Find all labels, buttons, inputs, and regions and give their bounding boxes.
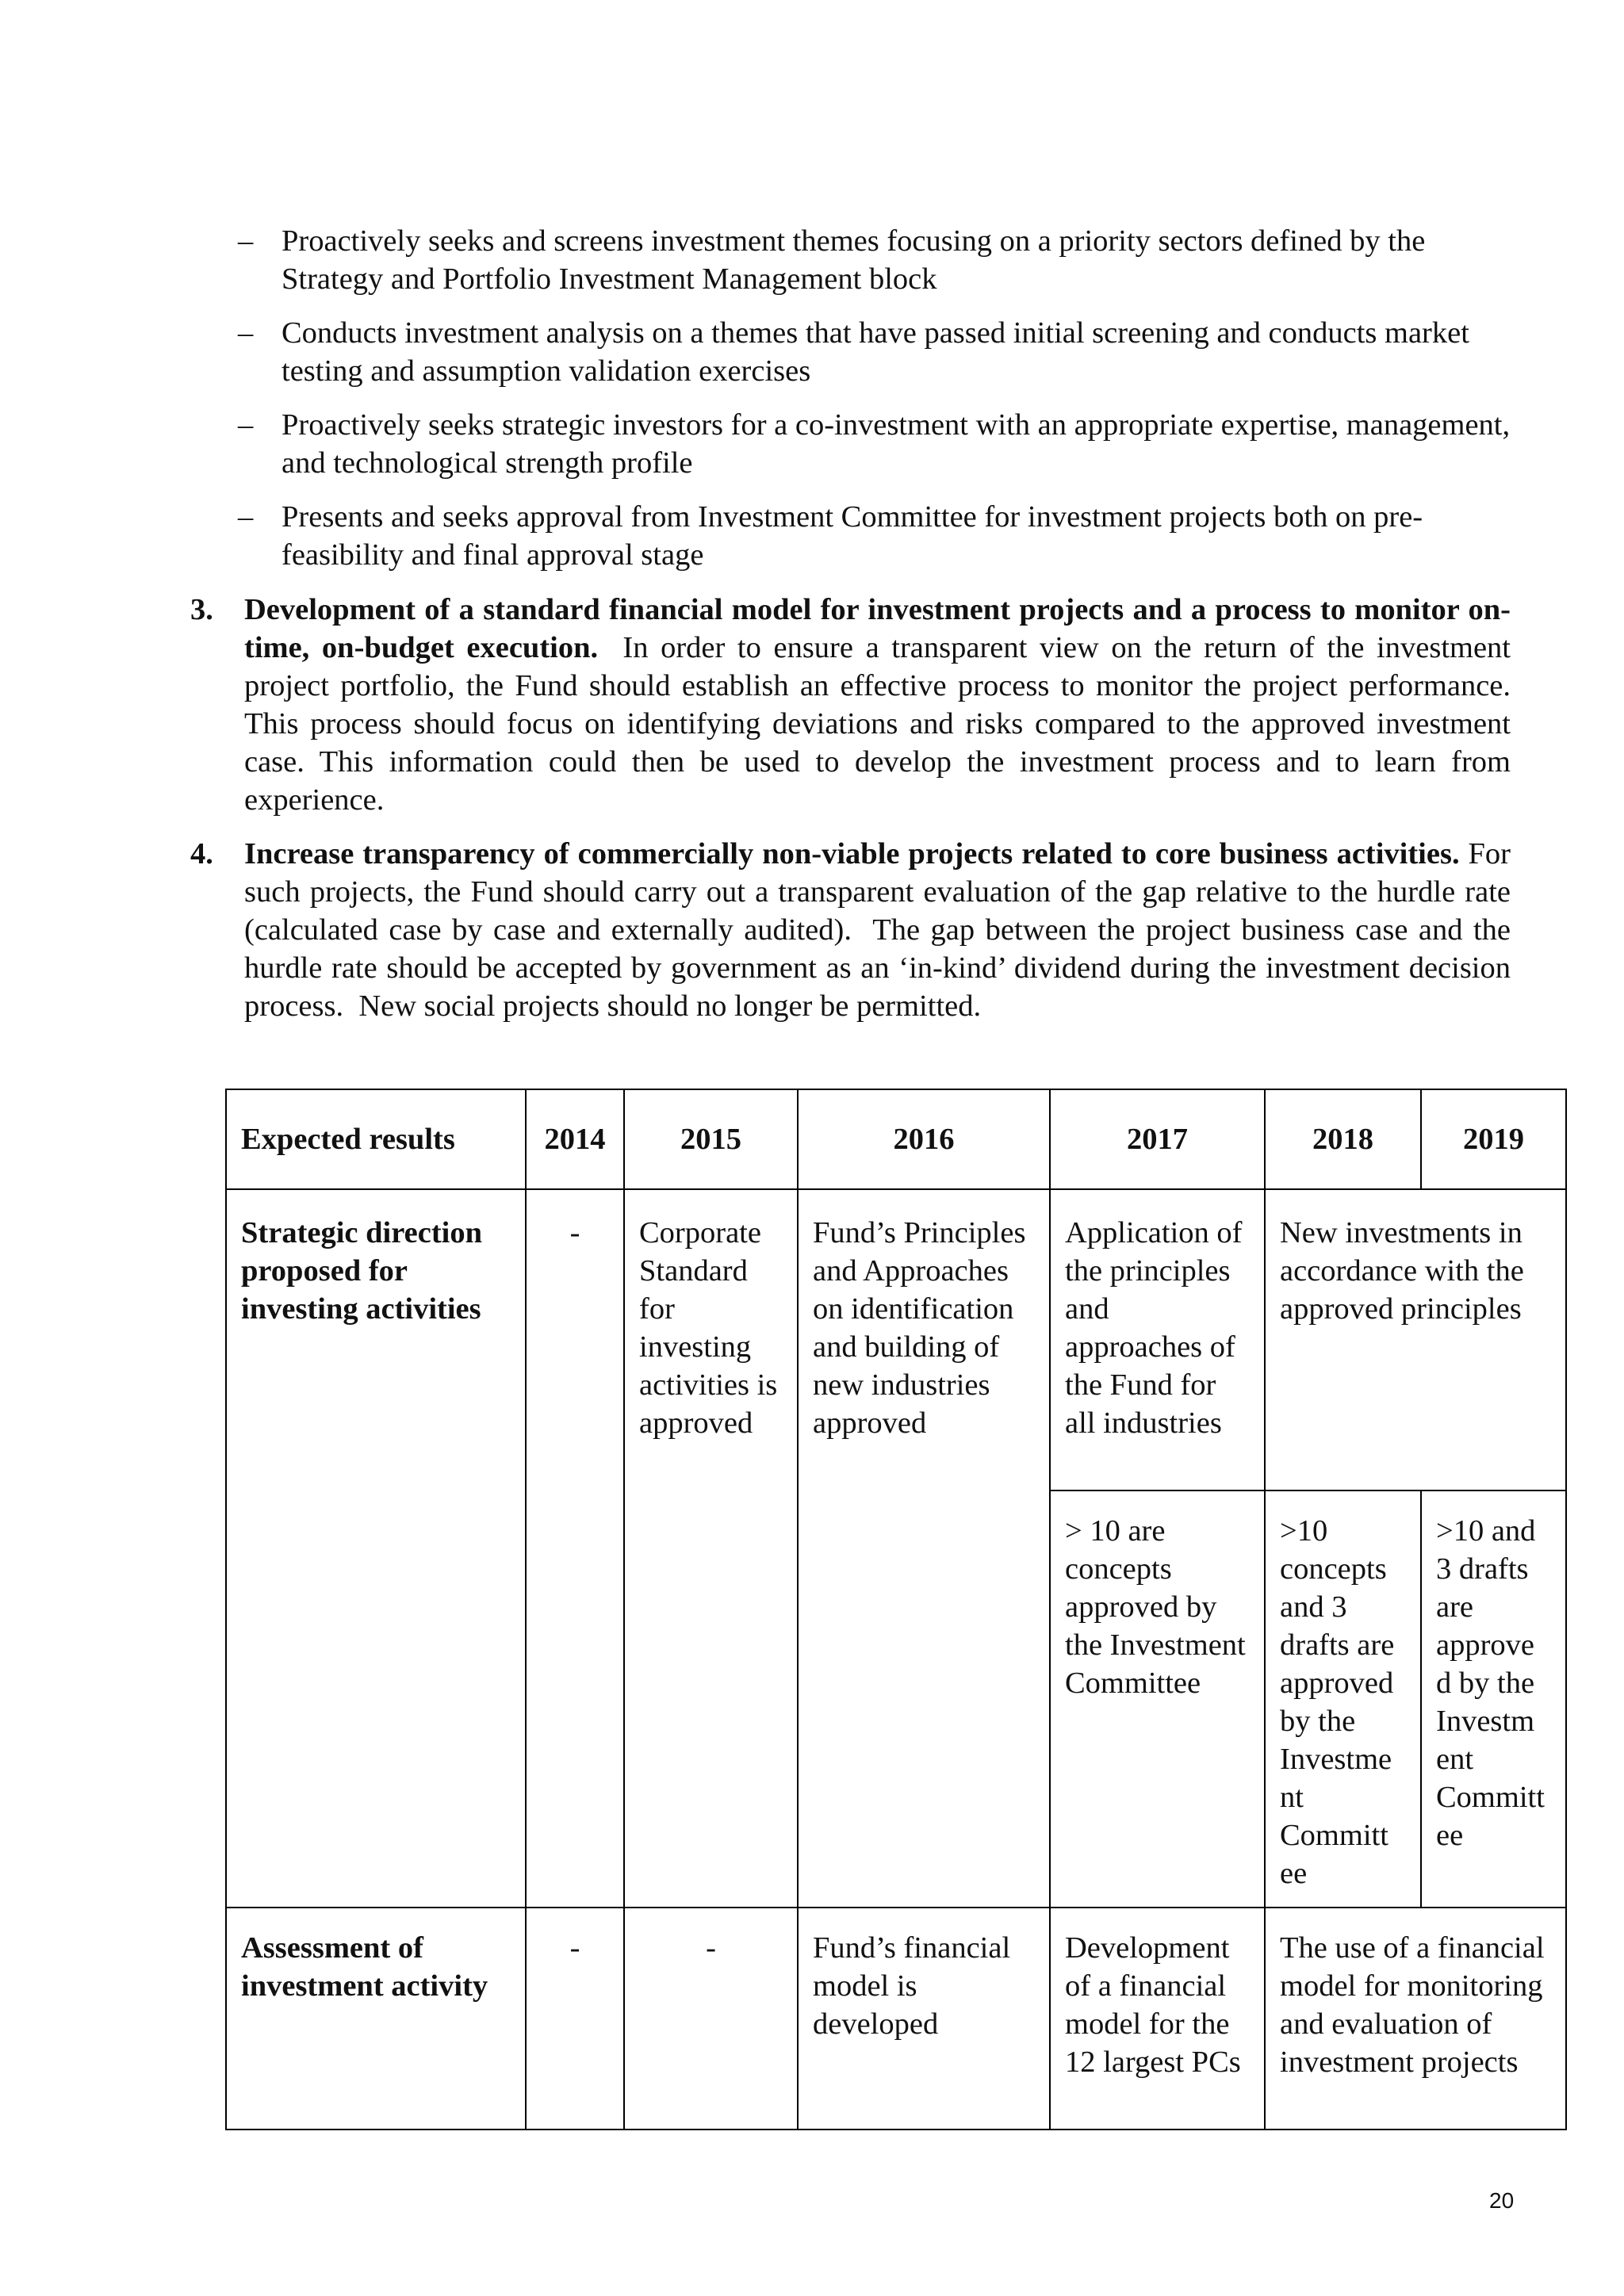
header-2017: 2017 [1050, 1089, 1265, 1189]
numbered-item-3: 3. Development of a standard financial model for investment projects and a process to monitor on-time, on-budget execution. In order to ensure a transparent view on the return of the investment project portfolio, the Fund should establish an effective process to monitor the project performance. This process should focus on identifying deviations and risks compared to the approved investment case. This information could then be used to develop the investment process and to learn from experience. [190, 593, 1526, 817]
cell-2017: Application of the principles and approaches of the Fund for all industries [1050, 1189, 1265, 1490]
cell-2015: Corporate Standard for investing activities is approved [624, 1189, 798, 1908]
bullet-item: – Proactively seeks and screens investment themes focusing on a priority sectors defined by the Strategy and Portfolio Investment Management block [238, 222, 1522, 298]
row-label-strategic-direction: Strategic direction proposed for investing activities [226, 1189, 526, 1908]
dash-marker: – [238, 408, 254, 442]
cell-2014: - [526, 1908, 624, 2130]
page-number: 20 [1489, 2188, 1515, 2213]
bullet-list [238, 222, 1522, 590]
cell-2017: Development of a financial model for the 12 largest PCs [1050, 1908, 1265, 2130]
dash-marker: – [238, 316, 254, 350]
table-header-row [226, 1089, 1566, 1189]
cell-2016: Fund’s Principles and Approaches on identification and building of new industries approved [798, 1189, 1050, 1908]
header-2016: 2016 [798, 1089, 1050, 1189]
bullet-item: – Proactively seeks strategic investors for a co-investment with an appropriate expertise, management, and technological strength profile [238, 406, 1522, 482]
row-label-assessment: Assessment of investment activity [226, 1908, 526, 2130]
cell-2015: - [624, 1908, 798, 2130]
header-2015: 2015 [624, 1089, 798, 1189]
cell-2019-concepts: >10 and 3 drafts are approve d by the Investm ent Committ ee [1421, 1490, 1566, 1908]
dash-marker: – [238, 224, 254, 258]
header-2019: 2019 [1421, 1089, 1566, 1189]
table-row [226, 1908, 1566, 2130]
numbered-list [190, 591, 1526, 1041]
cell-2016: Fund’s financial model is developed [798, 1908, 1050, 2130]
bullet-item: – Conducts investment analysis on a themes that have passed initial screening and conducts market testing and assumption validation exercises [238, 314, 1522, 390]
cell-2018-2019: The use of a financial model for monitoring and evaluation of investment projects [1265, 1908, 1566, 2130]
header-2014: 2014 [526, 1089, 624, 1189]
header-expected-results: Expected results [226, 1089, 526, 1189]
cell-2014: - [526, 1189, 624, 1908]
table-row [226, 1189, 1566, 1490]
cell-2018-2019: New investments in accordance with the approved principles [1265, 1189, 1566, 1490]
header-2018: 2018 [1265, 1089, 1421, 1189]
cell-2017-concepts: > 10 are concepts approved by the Investment Committee [1050, 1490, 1265, 1908]
cell-2018-concepts: >10 concepts and 3 drafts are approved by the Investme nt Committ ee [1265, 1490, 1421, 1908]
bullet-item: – Presents and seeks approval from Investment Committee for investment projects both on pre-feasibility and final approval stage [238, 498, 1522, 574]
dash-marker: – [238, 500, 254, 534]
numbered-item-4: 4. Increase transparency of commercially non-viable projects related to core business activities. For such projects, the Fund should carry out a transparent evaluation of the gap relative to the hurdle rate (calculated case by case and externally audited). The gap between the project business case and the hurdle rate should be accepted by government as an ‘in-kind’ dividend during the investment decision process. New social projects should no longer be permitted. [190, 837, 1519, 1023]
expected-results-table [225, 1089, 1567, 2130]
